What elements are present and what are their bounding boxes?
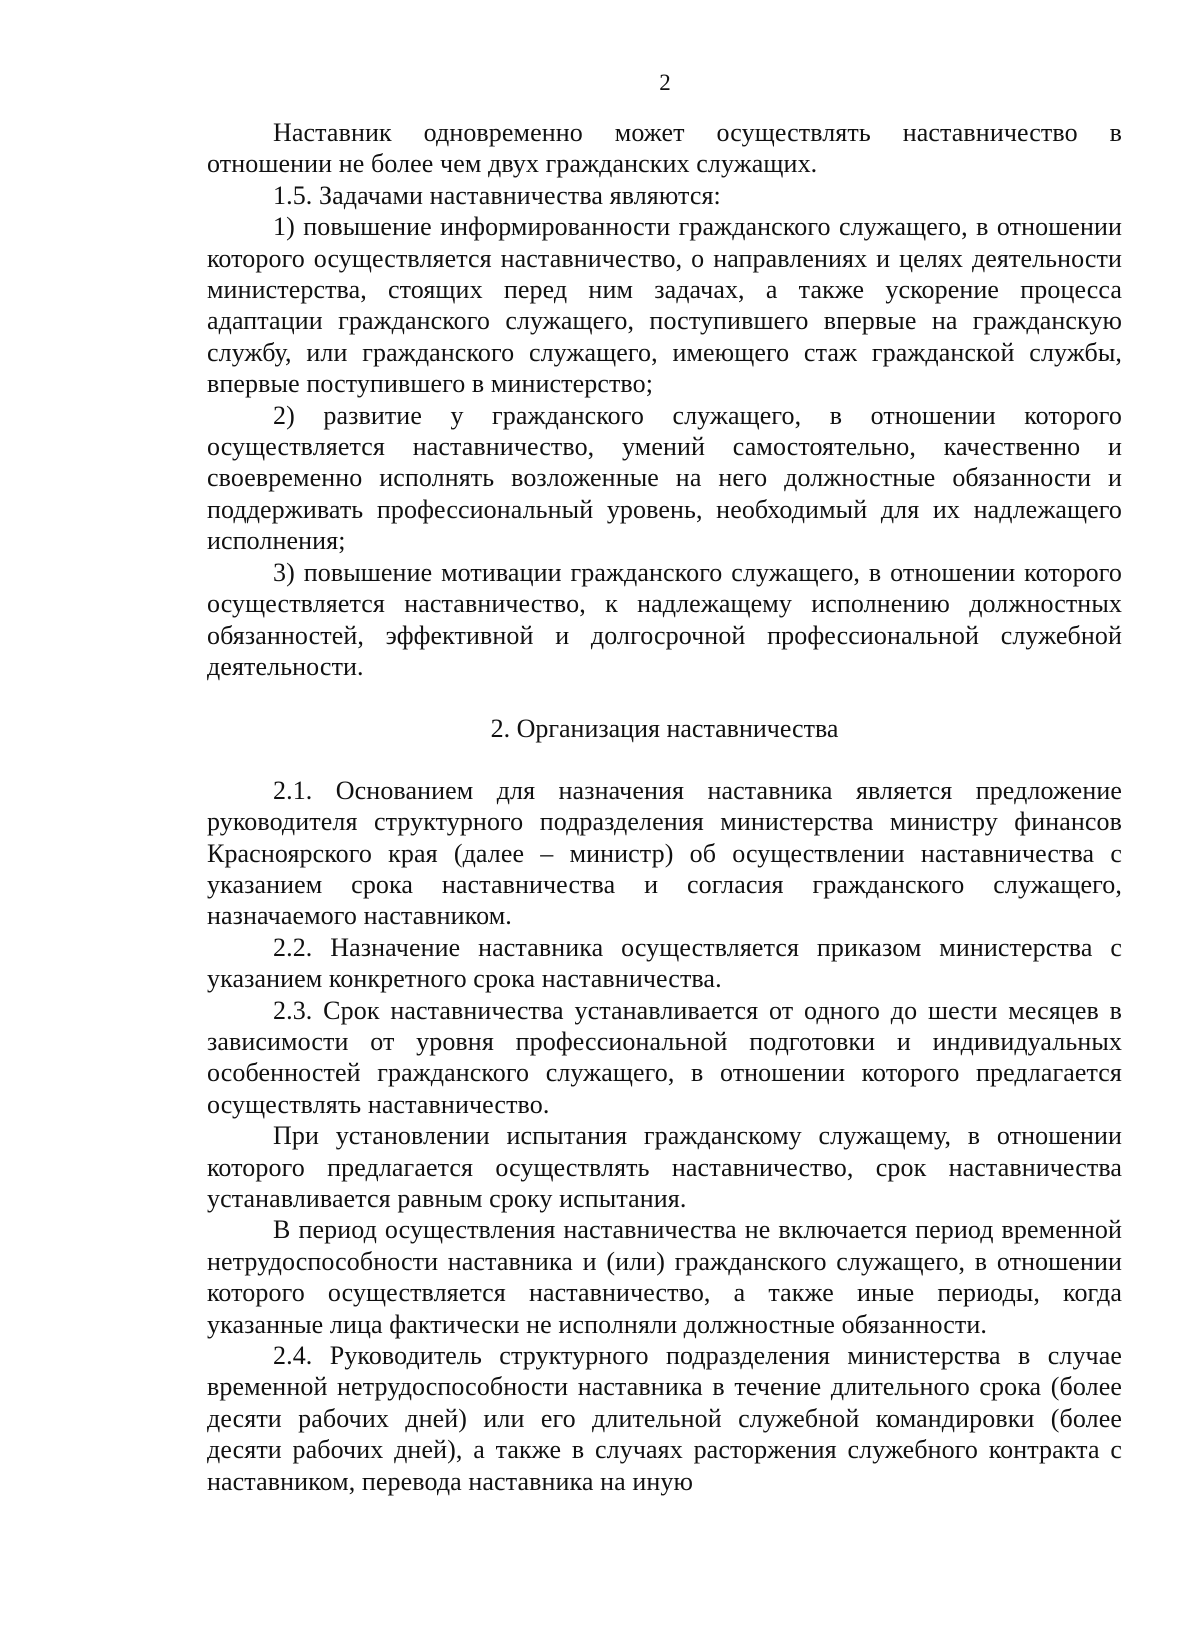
paragraph-excluded-periods: В период осуществления наставничества не включается период временной нетрудоспособности наставника и (или) гражданского служащего, в отношении которого осуществляется наставничество, а также иные периоды, когда указанные лица фактически не исполняли должностные обязанности. [207,1215,1122,1339]
paragraph-2-3: 2.3. Срок наставничества устанавливается от одного до шести месяцев в зависимости от уровня профессиональной подготовки и индивидуальных особенностей гражданского служащего, в отношении которого предлагается осуществлять наставничество. [207,995,1122,1119]
page-number: 2 [659,70,671,95]
paragraph-task-2: 2) развитие у гражданского служащего, в отношении которого осуществляется наставничество, умений самостоятельно, качественно и своевременно исполнять возложенные на него должностные обязанности и поддерживать профессиональный уровень, необходимый для их надлежащего исполнения; [207,400,1122,556]
paragraph-2-4: 2.4. Руководитель структурного подразделения министерства в случае временной нетрудоспособности наставника в течение длительного срока (более десяти рабочих дней) или его длительной служебной командировки (более десяти рабочих дней), а также в случаях расторжения служебного контракта с наставником, перевода наставника на иную [207,1341,1122,1496]
section-title: 2. Организация наставничества [490,714,839,744]
paragraph-mentor-limit: Наставник одновременно может осуществлять наставничество в отношении не более чем двух гражданских служащих. [207,118,1122,179]
document-body [207,117,1122,1497]
paragraph-2-1: 2.1. Основанием для назначения наставника является предложение руководителя структурного подразделения министерства министру финансов Красноярского края (далее – министр) об осуществлении наставничества с указанием срока наставничества и согласия гражданского служащего, назначаемого наставником. [207,775,1122,931]
paragraph-tasks-heading: 1.5. Задачами наставничества являются: [273,180,721,210]
paragraph-task-3: 3) повышение мотивации гражданского служащего, в отношении которого осуществляется наставничество, к надлежащему исполнению должностных обязанностей, эффективной и долгосрочной профессиональной служебной деятельности. [207,557,1122,681]
paragraph-task-1: 1) повышение информированности гражданского служащего, в отношении которого осуществляется наставничество, о направлениях и целях деятельности министерства, стоящих перед ним задачах, а также ускорение процесса адаптации гражданского служащего, поступившего впервые на гражданскую службу, или гражданского служащего, имеющего стаж гражданской службы, впервые поступившего в министерство; [207,212,1122,399]
paragraph-probation: При установлении испытания гражданскому служащему, в отношении которого предлагается осуществлять наставничество, срок наставничества устанавливается равным сроку испытания. [207,1121,1122,1213]
paragraph-2-2: 2.2. Назначение наставника осуществляется приказом министерства с указанием конкретного срока наставничества. [207,932,1122,994]
